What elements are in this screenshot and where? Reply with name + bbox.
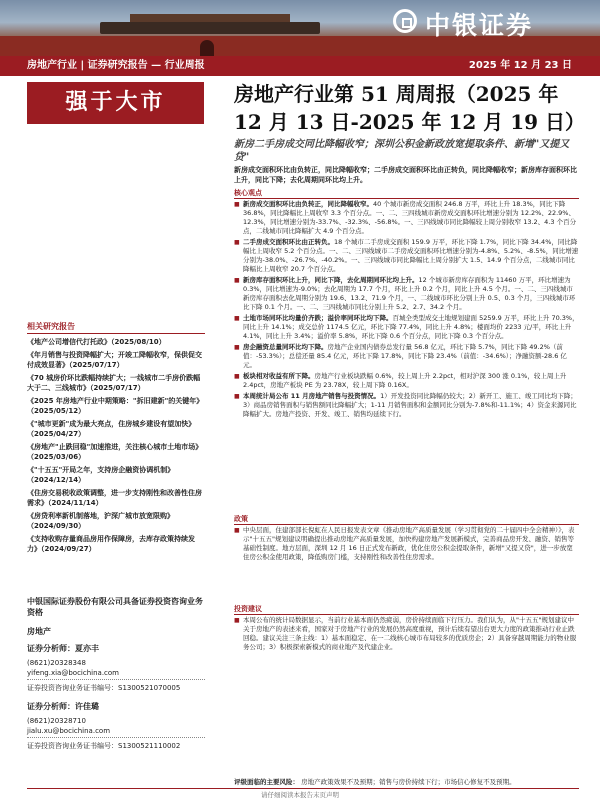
footer-disclaimer: 请仔细阅读本报告末页声明 bbox=[261, 791, 339, 799]
analyst-name: 证券分析师：许佳璐 bbox=[27, 702, 99, 711]
policy-text: ■ 中央层面，住建部部长倪虹在人民日报发表文章《推动房地产高质量发展（学习贯彻党的二十届四中全会精神）》，表示"十五五"规划建议明确提出推动房地产高质量发展，加快构建房地产发展新模式，完善商品房开发、融资、销售等基础性制度。地方层面，深圳 12 月 16 日正式发布新政，优化住房公积金提取条件，新增"又提又贷"，进一步放宽住房公积金使用政策，降低购房门槛，支持刚性和改善性住房需求。 bbox=[234, 526, 579, 562]
report-title: 房地产行业第 51 周周报（2025 年 12 月 13 日-2025 年 12 月 19 日） bbox=[234, 82, 585, 134]
related-report-link[interactable]: 《住房交易税收政策调整，进一步支持刚性和改善性住房需求》（2024/11/14） bbox=[27, 489, 202, 507]
core-point bbox=[234, 276, 579, 312]
risk-label: 评级面临的主要风险： bbox=[234, 778, 299, 786]
related-report-link[interactable]: 《70 城房价环比跌幅持续扩大；一线城市二手房价跌幅大于二、三线城市》（2025/07/17） bbox=[27, 374, 201, 392]
related-report-link[interactable]: 《地产公司增信代打托政》（2025/08/10） bbox=[27, 338, 166, 346]
core-point bbox=[234, 372, 579, 390]
analyst-email[interactable]: yifeng.xia@bocichina.com bbox=[27, 669, 119, 677]
boc-logo-icon bbox=[393, 9, 417, 33]
core-point-heading: 本周统计局公布 11 月房地产销售与投资情况。 bbox=[243, 392, 381, 400]
industry-label: 房地产 bbox=[27, 627, 51, 636]
analyst-cert: 证券投资咨询业务证书编号：S1300521110002 bbox=[27, 742, 181, 750]
analyst-phone: (8621)20328348 bbox=[27, 659, 86, 667]
analyst-name: 证券分析师：夏亦丰 bbox=[27, 644, 99, 653]
invest-paragraph bbox=[234, 616, 579, 652]
analyst-block-1 bbox=[27, 644, 205, 693]
core-point bbox=[234, 200, 579, 236]
footer-rule bbox=[27, 788, 579, 789]
section-invest: 投资建议 bbox=[234, 604, 579, 615]
related-reports-list bbox=[27, 337, 205, 554]
core-points bbox=[234, 200, 579, 421]
core-point-text: 房地产行业板块跌幅 0.6%，较上周上升 2.2pct，相对沪深 300 涨 0.1%，较上周上升 2.4pct，房地产板块 PE 为 23.78X，较上周下降 0.16X。 bbox=[243, 372, 567, 389]
core-point-heading: 二手房成交面积环比由正转负。 bbox=[243, 238, 334, 246]
core-point-heading: 新房成交面积环比由负转正，同比降幅收窄。 bbox=[243, 200, 373, 208]
section-core: 核心观点 bbox=[234, 188, 579, 199]
report-summary: 新房成交面积环比由负转正，同比降幅收窄；二手房成交面积环比由正转负，同比降幅收窄；新房库存面积环比上升，同比下降；去化周期同环比均上升。 bbox=[234, 166, 577, 184]
policy-paragraph bbox=[234, 526, 579, 562]
related-report-link[interactable]: 《房地产"止跌回稳"加速推进，关注核心城市土地市场》（2025/03/06） bbox=[27, 443, 203, 461]
related-report-link[interactable]: 《支持收购存量商品房用作保障房，去库存政策持续发力》（2024/09/27） bbox=[27, 535, 195, 553]
analyst-email[interactable]: jialu.xu@bocichina.com bbox=[27, 727, 111, 735]
risk-text: 房地产政策效果不及预期；销售与房价持续下行；市场信心修复不及预期。 bbox=[301, 778, 516, 786]
palace-gate bbox=[200, 40, 214, 56]
related-report-link[interactable]: 《"城市更新"成为最大亮点，住房城乡建设有望加快》（2025/04/27） bbox=[27, 420, 196, 438]
core-point bbox=[234, 343, 579, 370]
core-point-heading: 新房库存面积环比上升，同比下降，去化周期同环比均上升。 bbox=[243, 276, 419, 284]
core-point-text: 40 个城市新房成交面积 246.8 万平，环比上升 18.3%，同比下降 36.8%，同比降幅比上周收窄 3.3 个百分点。一、二、三四线城市新房成交面积环比增速分别为 12.2%、22.9%、12.3%，同比增速分别为-33.7%、-32.3%、-56.8%。一、三四线城市同比降幅较上周分别收窄 13.2、4.3 个百分点，二线城市同比降幅扩大 4.9 个百分点。 bbox=[243, 200, 577, 235]
core-point bbox=[234, 314, 579, 341]
related-report-link[interactable]: 《2025 年房地产行业中期策略："拆旧建新"的关键年》（2025/05/12） bbox=[27, 397, 204, 415]
core-point-heading: 土地市场同环比均量价齐跌；溢价率同环比均下降。 bbox=[243, 314, 393, 322]
related-report-link[interactable]: 《房贷利率新机制落地，沪深广城市放宽限购》（2024/09/30） bbox=[27, 512, 174, 530]
analyst-block-2 bbox=[27, 702, 205, 751]
core-point-text: 房地产企业国内债券总发行量 56.8 亿元，环比下降 5.7%，同比下降 49.2%（前值：-53.3%）；总偿还量 85.4 亿元，环比下降 17.8%，同比下降 23.4%（前值：-34.6%）；净融资额-28.6 亿元。 bbox=[243, 343, 567, 369]
invest-text: ■ 本周公布的统计局数据显示，当前行业基本面仍然疲弱，房价持续面临下行压力。我们认为，从"十五五"规划建议中关于房地产的表述来看，国家对于房地产行业的发展仍然高度重视，预计后续有望出台更大力度的政策推动行业止跌回稳。建议关注三条主线：1）基本面稳定、在一二线核心城市布局较多的优质房企；2）具备穿越周期能力的物业服务公司；3）积极探索新模式的商业地产及代建企业。 bbox=[234, 616, 579, 652]
core-point-text: 百城全类型成交土地规划建面 5259.9 万平，环比上升 70.3%，同比上升 14.1%；成交总价 1174.5 亿元，环比下降 77.4%，同比上升 4.8%；楼面均价 2233 元/平，环比上升 4.1%，同比上升 3.4%；溢价率 5.8%，环比下降 0.6 个百分点，同比下降 0.3 个百分点。 bbox=[243, 314, 579, 340]
related-report-link[interactable]: 《年月销售与投资降幅扩大；开竣工降幅收窄，保供促交付成效显著》（2025/07/17） bbox=[27, 351, 202, 369]
related-reports-heading: 相关研究报告 bbox=[27, 322, 205, 334]
divider bbox=[27, 679, 205, 680]
palace-eaves bbox=[100, 22, 320, 34]
report-date: 2025 年 12 月 23 日 bbox=[468, 60, 572, 71]
report-category: 房地产行业 | 证券研究报告 — 行业周报 bbox=[27, 60, 205, 71]
core-point-heading: 房企融资总量同环比均下降。 bbox=[243, 343, 328, 351]
rating-badge: 强于大市 bbox=[27, 82, 204, 124]
divider bbox=[27, 737, 205, 738]
core-point-text: 18 个城市二手房成交面积 159.9 万平，环比下降 1.7%，同比下降 34.4%，同比降幅比上周收窄 5.2 个百分点。一、二、三四线城市二手房成交面积环比增速分别为-4.8%、5.2%、-8.5%，同比增速分别为-38.0%、-26.7%、-40.2%。一、三四线城市同比降幅比上周分别扩大 1.5、14.9 个百分点，二线城市同比降幅比上周收窄 20.7 个百分点。 bbox=[243, 238, 579, 273]
header-banner bbox=[0, 0, 600, 56]
analyst-phone: (8621)20328710 bbox=[27, 717, 86, 725]
core-point-heading: 板块相对收益有所下降。 bbox=[243, 372, 315, 380]
related-report-link[interactable]: 《"十五五"开局之年，支持房企融资协调机制》（2024/12/14） bbox=[27, 466, 175, 484]
core-point bbox=[234, 392, 579, 419]
core-point-text: 1）开发投资同比降幅仍较大；2）新开工、施工、竣工同比均下降；3）商品房销售面积与销售额同比降幅扩大；1-11 月销售面积和金额同比分别为-7.8%和-11.1%；4）资金来源同比降幅扩大。房地产投资、开发、竣工、销售均延续下行。 bbox=[243, 392, 577, 418]
section-policy: 政策 bbox=[234, 514, 579, 525]
brand-logo-text: 中银证券 bbox=[425, 11, 534, 40]
company-name: 中银国际证券股份有限公司具备证券投资咨询业务资格 bbox=[27, 597, 203, 617]
core-point-text: 12 个城市新房库存面积为 11460 万平，环比增速为 0.3%，同比增速为-9.0%；去化周期为 17.7 个月，环比上升 0.2 个月，同比上升 4.5 个月。一、二、三四线城市新房库存面积去化周期分别为 19.6、13.2、71.9 个月，一、二线城市环比分别上升 0.5、0.3 个月，三四线城市环比下降 0.1 个月。一、二、三四线城市同比分别上升 5.2、2.7、34.2 个月。 bbox=[243, 276, 576, 311]
sidebar-related-reports bbox=[27, 322, 205, 557]
report-subtitle: 新房二手房成交同比降幅收窄；深圳公积金新政放宽提取条件、新增"又提又贷" bbox=[234, 139, 570, 163]
core-point bbox=[234, 238, 579, 274]
company-info bbox=[27, 596, 205, 637]
report-topbar bbox=[0, 56, 600, 76]
risk-section bbox=[234, 778, 579, 787]
analyst-cert: 证券投资咨询业务证书编号：S1300521070005 bbox=[27, 684, 181, 692]
